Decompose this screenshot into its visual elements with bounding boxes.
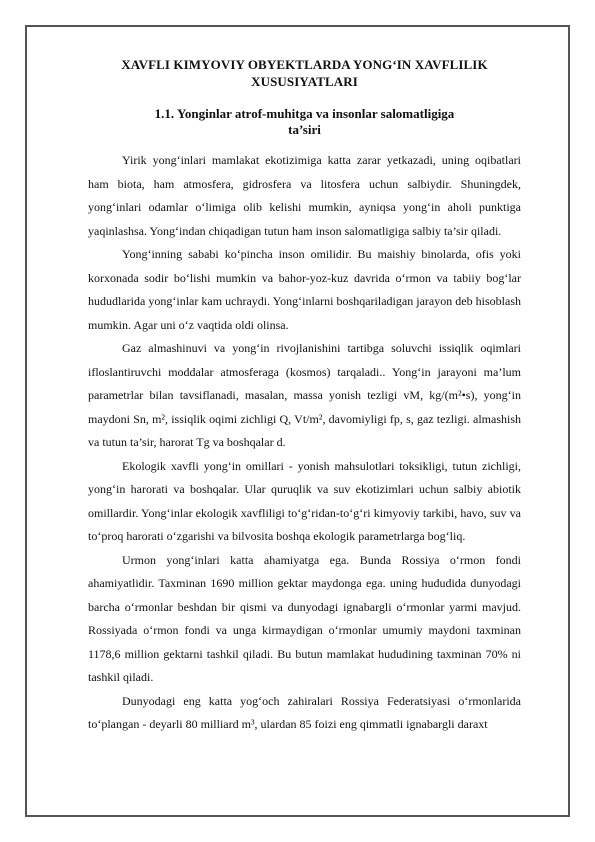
document-body	[88, 30, 521, 737]
section-heading-line-1: 1.1. Yonginlar atrof-muhitga va insonlar salomatligiga	[154, 106, 455, 121]
body-text	[88, 149, 521, 737]
section-heading-line-2: ta’siri	[288, 122, 321, 137]
paragraph-5: Urmon yong‘inlari katta ahamiyatga ega. Bunda Rossiya o‘rmon fondi ahamiyatlidir. Taxminan 1690 million gektar maydonga ega. uning hududida dunyodagi barcha o‘rmonlar beshdan bir qismi va dunyodagi ignabargli o‘rmonlar yarmi mavjud. Rossiyada o‘rmon fondi va unga kirmaydigan o‘rmonlar umumiy maydoni taxminan 1178,6 million gektarni tashkil qiladi. Bu butun mamlakat hududining taxminan 70% ni tashkil qiladi.	[88, 552, 521, 684]
paragraph-2: Yong‘inning sababi ko‘pincha inson omilidir. Bu maishiy binolarda, ofis yoki korxonada sodir bo‘lishi mumkin va bahor-yoz-kuz davrida o‘rmon va tabiiy bog‘lar hududlarida yong‘inlar kam uchraydi. Yong‘inlarni boshqariladigan jarayon deb hisoblash mumkin. Agar uni o‘z vaqtida oldi olinsa.	[88, 247, 521, 332]
document-title: XAVFLI KIMYOVIY OBYEKTLARDA YONG‘IN XAVFLILIK XUSUSIYATLARI	[121, 57, 488, 89]
paragraph-4: Ekologik xavfli yong‘in omillari - yonish mahsulotlari toksikligi, tutun zichligi, yong‘in harorati va boshqalar. Ular quruqlik va suv ekotizimlari uchun salbiy abiotik omillardir. Yong‘inlar ekologik xavfliligi to‘g‘ridan-to‘g‘ri kimyoviy tarkibi, havo, suv va to‘proq harorati o‘zgarishi va bilvosita boshqa ekologik parametrlarga bog‘liq.	[88, 458, 521, 543]
paragraph-3: Gaz almashinuvi va yong‘in rivojlanishini tartibga soluvchi issiqlik oqimlari ifloslantiruvchi moddalar atmosferaga (kosmos) tarqaladi.. Yong‘in jarayoni ma’lum parametrlar bilan tavsiflanadi, masalan, massa yonish tezligi vM, kg/(m²•s), yong‘in maydoni Sn, m², issiqlik oqimi zichligi Q, Vt/m², davomiyligi fp, s, gaz tezligi. almashish va tutun ta’sir, harorat Tg va boshqalar d.	[88, 341, 521, 449]
section-heading	[88, 106, 521, 138]
paragraph-1: Yirik yong‘inlari mamlakat ekotizimiga katta zarar yetkazadi, uning oqibatlari ham biota, ham atmosfera, gidrosfera va litosfera uchun salbiydir. Shuningdek, yong‘inlari odamlar o‘limiga olib kelishi mumkin, ayniqsa yong‘in aholi punktiga yaqinlashsa. Yong‘indan chiqadigan tutun ham inson salomatligiga salbiy ta’sir qiladi.	[88, 153, 521, 238]
paragraph-6: Dunyodagi eng katta yog‘och zahiralari Rossiya Federatsiyasi o‘rmonlarida to‘plangan - deyarli 80 milliard m³, ulardan 85 foizi eng qimmatli ignabargli daraxt	[88, 693, 521, 731]
